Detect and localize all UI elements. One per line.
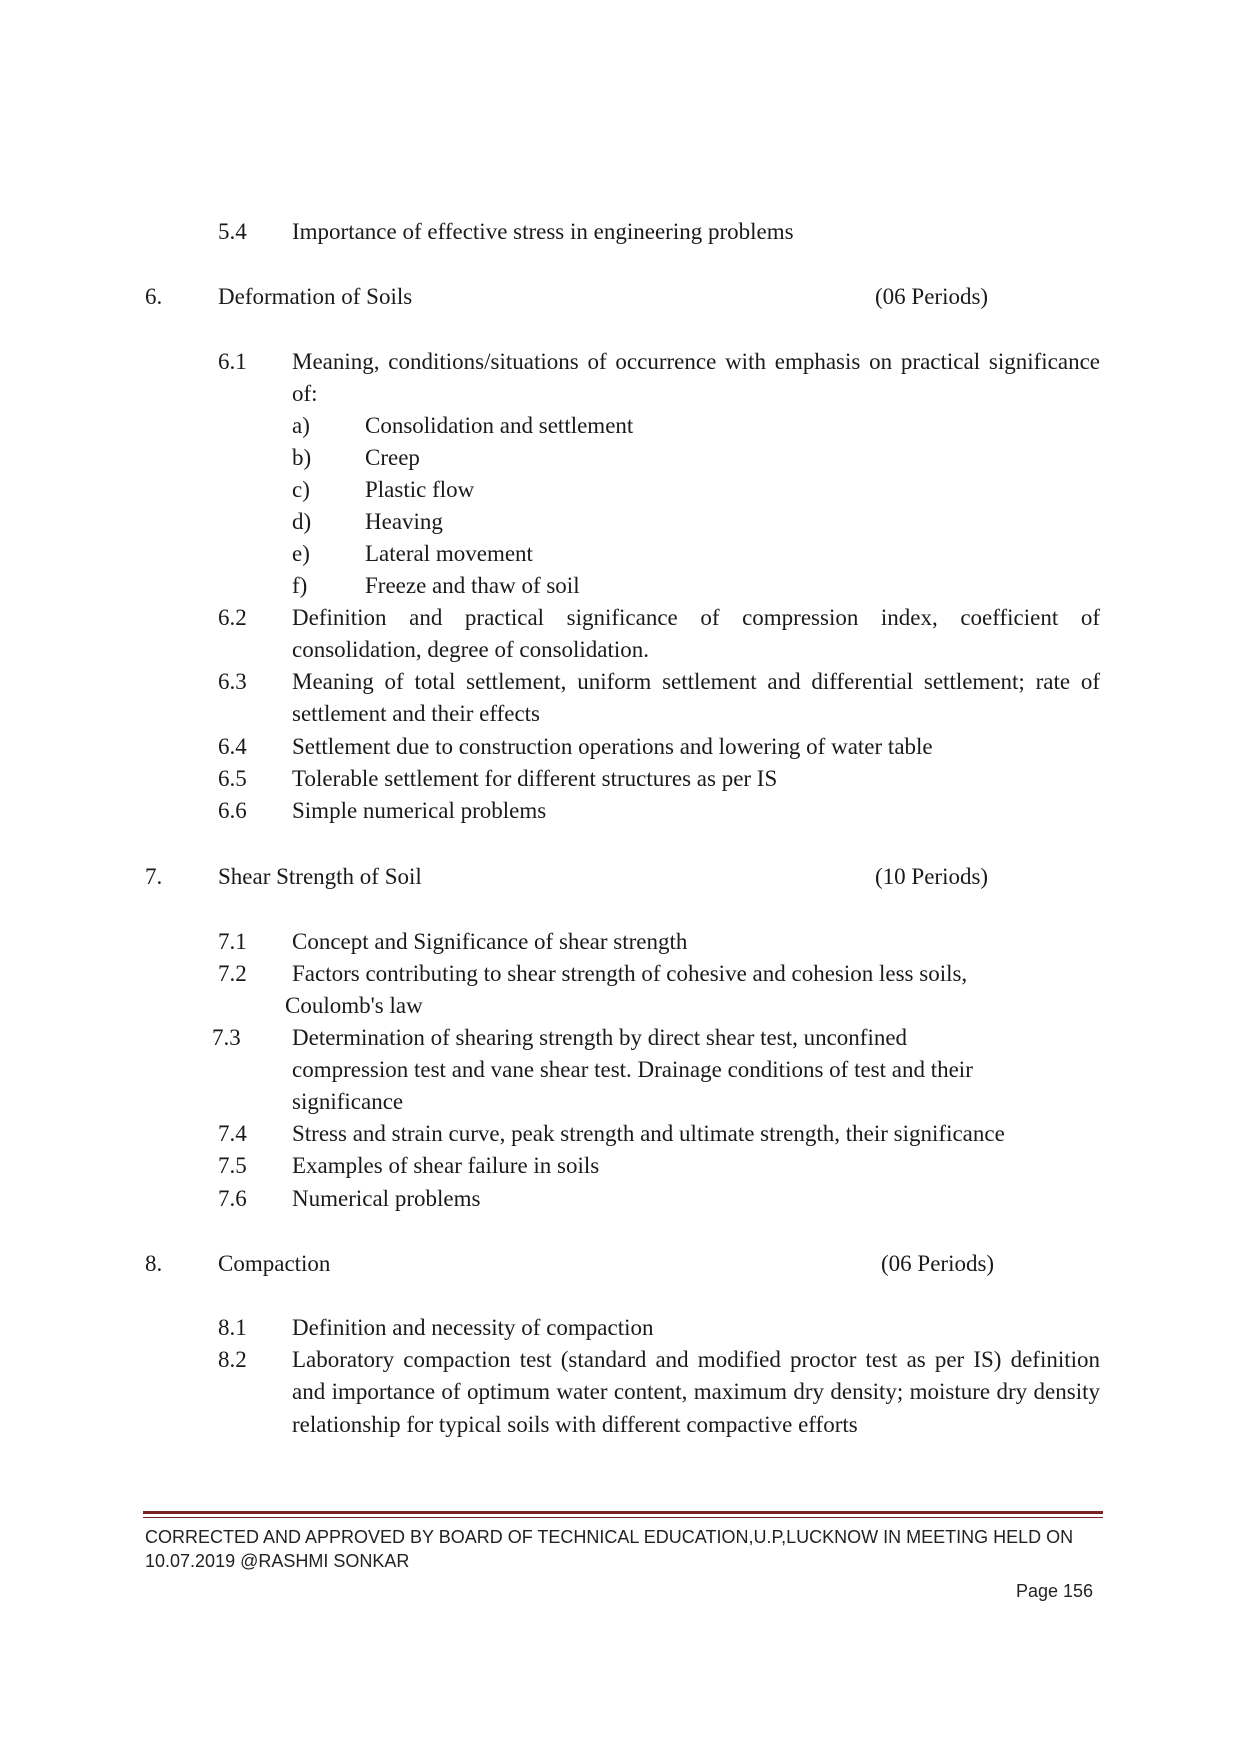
subitem-letter: f) bbox=[292, 573, 308, 598]
footer-date-author: 10.07.2019 @RASHMI SONKAR bbox=[145, 1551, 410, 1571]
item-number: 7.1 bbox=[218, 929, 247, 954]
item-number: 7.2 bbox=[218, 961, 247, 986]
item-text: Simple numerical problems bbox=[292, 798, 547, 823]
section-periods: (06 Periods) bbox=[875, 284, 989, 309]
section-title: Deformation of Soils bbox=[218, 284, 413, 309]
subitem-text: Heaving bbox=[365, 509, 443, 534]
section-title: Shear Strength of Soil bbox=[218, 864, 422, 889]
item-text: Definition and practical significance of compression index, coefficient of consolidation, degree of consolidation. bbox=[292, 605, 1100, 663]
item-text-line: Coulomb's law bbox=[285, 993, 423, 1018]
subitem-letter: e) bbox=[292, 541, 310, 566]
item-text: Tolerable settlement for different structures as per IS bbox=[292, 766, 778, 791]
item-number: 6.3 bbox=[218, 669, 247, 694]
item-text-line: Determination of shearing strength by direct shear test, unconfined bbox=[292, 1025, 908, 1050]
item-number: 7.5 bbox=[218, 1153, 247, 1178]
item-text: Numerical problems bbox=[292, 1186, 481, 1211]
subitem-letter: d) bbox=[292, 509, 312, 534]
item-number: 6.2 bbox=[218, 605, 247, 630]
subitem-text: Freeze and thaw of soil bbox=[365, 573, 580, 598]
item-number: 8.2 bbox=[218, 1347, 247, 1372]
item-number: 6.5 bbox=[218, 766, 247, 791]
item-text: Laboratory compaction test (standard and modified proctor test as per IS) definition and importance of optimum water content, maximum dry density; moisture dry density relationship for typical soils with different compactive efforts bbox=[292, 1347, 1100, 1437]
subitem-letter: b) bbox=[292, 445, 312, 470]
item-number: 7.6 bbox=[218, 1186, 247, 1211]
item-number: 5.4 bbox=[218, 219, 247, 244]
subitem-text: Consolidation and settlement bbox=[365, 413, 634, 438]
item-number: 7.4 bbox=[218, 1121, 247, 1146]
item-text: Examples of shear failure in soils bbox=[292, 1153, 600, 1178]
item-text: Concept and Significance of shear strength bbox=[292, 929, 688, 954]
item-number: 6.1 bbox=[218, 349, 247, 374]
page-number: Page 156 bbox=[1016, 1581, 1094, 1601]
subitem-text: Creep bbox=[365, 445, 420, 470]
subitem-letter: a) bbox=[292, 413, 310, 438]
subitem-text: Plastic flow bbox=[365, 477, 475, 502]
footer-rule-thin bbox=[143, 1517, 1103, 1518]
item-text: Definition and necessity of compaction bbox=[292, 1315, 654, 1340]
item-text: Importance of effective stress in engineering problems bbox=[292, 219, 794, 244]
item-number: 6.6 bbox=[218, 798, 247, 823]
subitem-text: Lateral movement bbox=[365, 541, 533, 566]
item-number: 8.1 bbox=[218, 1315, 247, 1340]
section-title: Compaction bbox=[218, 1251, 331, 1276]
item-number: 7.3 bbox=[212, 1025, 241, 1050]
subitem-letter: c) bbox=[292, 477, 310, 502]
section-number: 8. bbox=[145, 1251, 163, 1276]
footer-rule bbox=[143, 1511, 1103, 1514]
section-number: 6. bbox=[145, 284, 163, 309]
item-text-line: significance bbox=[292, 1089, 404, 1114]
item-text-line: Factors contributing to shear strength of cohesive and cohesion less soils, bbox=[292, 961, 968, 986]
section-number: 7. bbox=[145, 864, 163, 889]
footer-approval-line: CORRECTED AND APPROVED BY BOARD OF TECHNICAL EDUCATION,U.P,LUCKNOW IN MEETING HELD ON bbox=[145, 1527, 1074, 1547]
item-text-line: compression test and vane shear test. Drainage conditions of test and their bbox=[292, 1057, 973, 1082]
item-text: Meaning, conditions/situations of occurrence with emphasis on practical significance of: bbox=[292, 349, 1100, 407]
item-text: Meaning of total settlement, uniform settlement and differential settlement; rate of settlement and their effects bbox=[292, 669, 1100, 727]
item-number: 6.4 bbox=[218, 734, 247, 759]
item-text: Stress and strain curve, peak strength and ultimate strength, their significance bbox=[292, 1121, 1005, 1146]
item-text: Settlement due to construction operations and lowering of water table bbox=[292, 734, 933, 759]
section-periods: (10 Periods) bbox=[875, 864, 989, 889]
section-periods: (06 Periods) bbox=[881, 1251, 995, 1276]
